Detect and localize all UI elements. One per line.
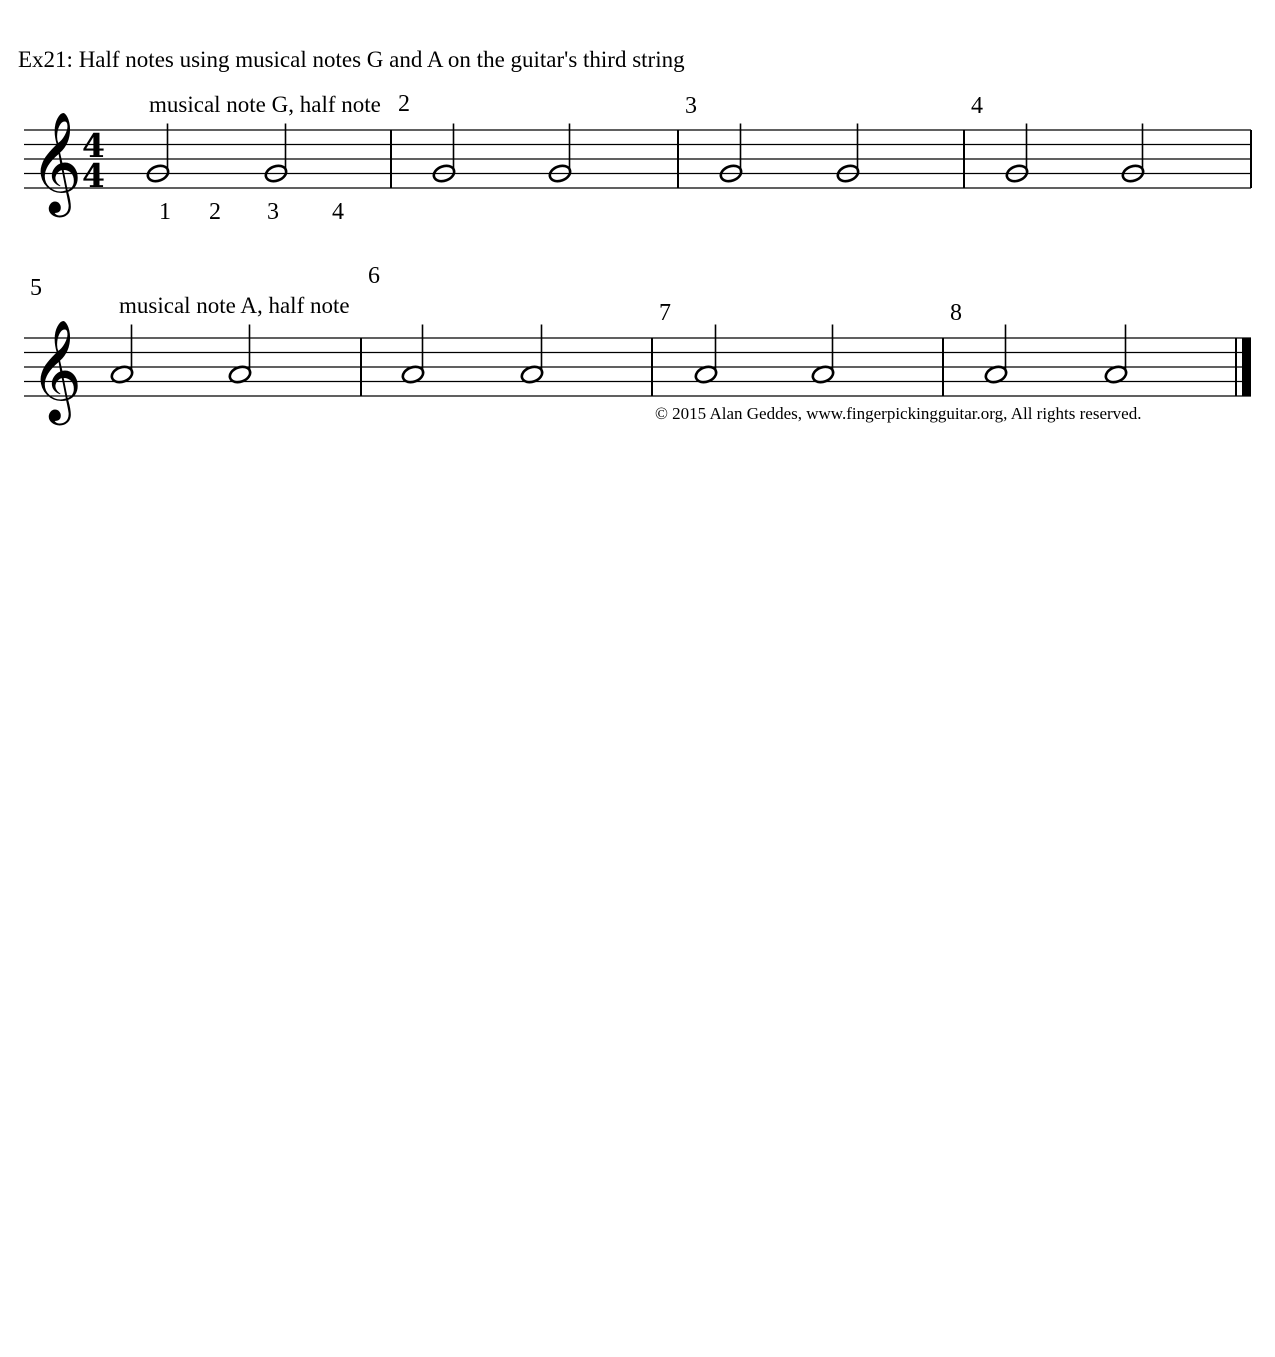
half-note — [984, 325, 1009, 385]
treble-clef-icon: 𝄞 — [30, 110, 83, 213]
half-note — [694, 325, 719, 385]
half-note — [110, 325, 135, 385]
treble-clef-icon: 𝄞 — [30, 318, 83, 421]
half-note — [146, 124, 171, 184]
beat-count-2: 2 — [209, 199, 221, 225]
page-title: Ex21: Half notes using musical notes G and A on the guitar's third string — [18, 47, 685, 72]
half-note — [548, 124, 573, 184]
measure-number-4: 4 — [971, 93, 983, 119]
measure-number-2: 2 — [398, 91, 410, 117]
beat-count-4: 4 — [332, 199, 344, 225]
time-signature-bottom: 4 — [82, 156, 105, 195]
beat-count-3: 3 — [267, 199, 279, 225]
final-thick-barline — [1242, 338, 1251, 396]
system-2-label: musical note A, half note — [119, 293, 350, 318]
notes-2 — [110, 325, 1129, 385]
half-note — [228, 325, 253, 385]
half-note — [836, 124, 861, 184]
time-signature-top: 4 — [82, 126, 105, 165]
staff-2 — [24, 338, 1251, 396]
half-note — [1005, 124, 1030, 184]
measure-number-8: 8 — [950, 300, 962, 326]
system-1-label: musical note G, half note — [149, 92, 381, 117]
half-note — [401, 325, 426, 385]
half-note — [520, 325, 545, 385]
notes-1 — [146, 124, 1146, 184]
half-note — [264, 124, 289, 184]
measure-number-3: 3 — [685, 93, 697, 119]
measure-number-5: 5 — [30, 275, 42, 301]
beat-count-1: 1 — [159, 199, 171, 225]
half-note — [1121, 124, 1146, 184]
copyright-notice: © 2015 Alan Geddes, www.fingerpickingguitar.org, All rights reserved. — [655, 404, 1142, 423]
measure-number-7: 7 — [659, 300, 671, 326]
half-note — [719, 124, 744, 184]
half-note — [1104, 325, 1129, 385]
half-note — [432, 124, 457, 184]
staff-1 — [24, 130, 1251, 188]
measure-number-6: 6 — [368, 263, 380, 289]
half-note — [811, 325, 836, 385]
